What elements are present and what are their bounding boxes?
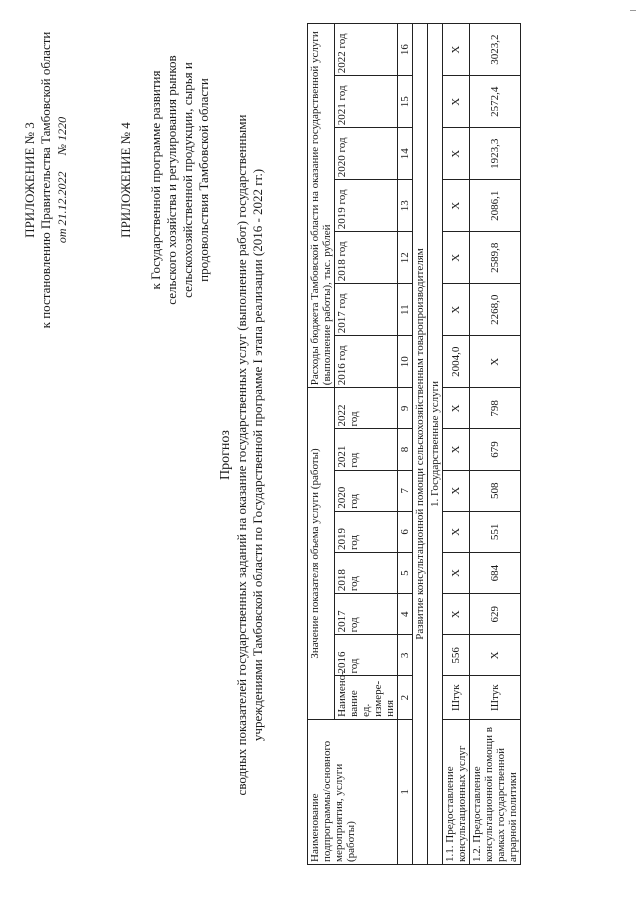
decree-line: к постановлению Правительства Тамбовской области [38, 31, 53, 329]
column-number: 12 [398, 232, 413, 284]
section-title: Развитие консультационной помощи сельскохозяйственным товаропроизводителям [413, 24, 428, 865]
budget-cell: X [443, 128, 470, 180]
volume-cell: X [443, 594, 470, 635]
volume-cell: X [443, 552, 470, 593]
budget-cell: 2086,1 [470, 180, 521, 232]
program-line: сельскохозяйственной продукции, сырья и [180, 62, 195, 298]
row-name: 1.2. Предоставление консультационной помощи в рамках государственной аграрной политики [470, 719, 521, 864]
scan-mark [630, 10, 636, 11]
document-title [218, 45, 266, 865]
column-number: 1 [398, 719, 413, 864]
budget-cell: 2004,0 [443, 336, 470, 388]
header-budget: Расходы бюджета Тамбовской области на оказание государственной услуги (выполнение работы), тыс. рублей [308, 24, 335, 388]
column-number: 3 [398, 635, 413, 676]
budget-cell: X [443, 232, 470, 284]
subsection-row [428, 24, 443, 865]
column-number: 14 [398, 128, 413, 180]
handwritten-number: № 1220 [55, 116, 69, 156]
handwritten-date-line [54, 20, 70, 340]
year-header: 2022 год [335, 24, 398, 76]
column-number: 6 [398, 511, 413, 552]
column-number: 8 [398, 429, 413, 470]
header-volume: Значение показателя объема услуги (работы) [308, 388, 335, 720]
header-unit: Наимено-вание ед. измере-ния [335, 676, 398, 719]
row-unit: Штук [470, 676, 521, 719]
appendix-4-block [118, 20, 212, 340]
forecast-table [307, 23, 521, 865]
year-header: 2017 год [335, 594, 398, 635]
year-header: 2018 год [335, 552, 398, 593]
column-number: 16 [398, 24, 413, 76]
year-header: 2021 год [335, 76, 398, 128]
volume-cell: 679 [470, 429, 521, 470]
volume-cell: 798 [470, 388, 521, 429]
year-header: 2019 год [335, 511, 398, 552]
row-name: 1.1. Предоставление консультационных услуг [443, 719, 470, 864]
year-header: 2022 год [335, 388, 398, 429]
column-number: 11 [398, 284, 413, 336]
column-number-row [398, 24, 413, 865]
appendix-4-label: ПРИЛОЖЕНИЕ № 4 [118, 122, 133, 238]
column-number: 5 [398, 552, 413, 593]
budget-cell: X [470, 336, 521, 388]
volume-cell: X [443, 511, 470, 552]
budget-cell: X [443, 180, 470, 232]
year-header: 2019 год [335, 180, 398, 232]
year-header: 2020 год [335, 128, 398, 180]
budget-cell: X [443, 24, 470, 76]
table-row [470, 24, 521, 865]
column-number: 15 [398, 76, 413, 128]
program-line: сельского хозяйства и регулирования рынков [164, 55, 179, 305]
appendix-3-block [22, 20, 70, 340]
year-header: 2018 год [335, 232, 398, 284]
header-name: Наименование подпрограммы/основного мероприятия, услуги (работы) [308, 719, 398, 864]
year-header: 2021 год [335, 429, 398, 470]
table-row [443, 24, 470, 865]
title-line-2: учреждениями Тамбовской области по Государственной программе I этапа реализации (2016 - 2022 гг.) [250, 168, 265, 742]
year-header: 2016 год [335, 635, 398, 676]
year-header: 2017 год [335, 284, 398, 336]
subsection-title: 1. Государственные услуги [428, 24, 443, 865]
volume-cell: X [443, 429, 470, 470]
volume-cell: 684 [470, 552, 521, 593]
budget-cell: 2589,8 [470, 232, 521, 284]
program-line: к Государственной программе развития [148, 70, 163, 290]
title-heading: Прогноз [218, 430, 233, 480]
volume-cell: X [443, 388, 470, 429]
volume-cell: 508 [470, 470, 521, 511]
appendix-3-label: ПРИЛОЖЕНИЕ № 3 [22, 122, 37, 238]
column-number: 2 [398, 676, 413, 719]
budget-cell: 3023,2 [470, 24, 521, 76]
header-row-1 [308, 24, 335, 865]
volume-cell: 629 [470, 594, 521, 635]
budget-cell: 2572,4 [470, 76, 521, 128]
volume-cell: X [443, 470, 470, 511]
column-number: 10 [398, 336, 413, 388]
title-line-1: сводных показателей государственных заданий на оказание государственных услуг (выполнение работ) государственными [234, 114, 249, 796]
budget-cell: X [443, 284, 470, 336]
year-header: 2016 год [335, 336, 398, 388]
program-line: продовольствия Тамбовской области [196, 78, 211, 282]
year-header: 2020 год [335, 470, 398, 511]
volume-cell: 551 [470, 511, 521, 552]
row-unit: Штук [443, 676, 470, 719]
budget-cell: 2268,0 [470, 284, 521, 336]
volume-cell: X [470, 635, 521, 676]
budget-cell: 1923,3 [470, 128, 521, 180]
column-number: 13 [398, 180, 413, 232]
section-row [413, 24, 428, 865]
volume-cell: 556 [443, 635, 470, 676]
handwritten-date: от 21.12.2022 [55, 171, 69, 244]
column-number: 7 [398, 470, 413, 511]
column-number: 9 [398, 388, 413, 429]
column-number: 4 [398, 594, 413, 635]
budget-cell: X [443, 76, 470, 128]
